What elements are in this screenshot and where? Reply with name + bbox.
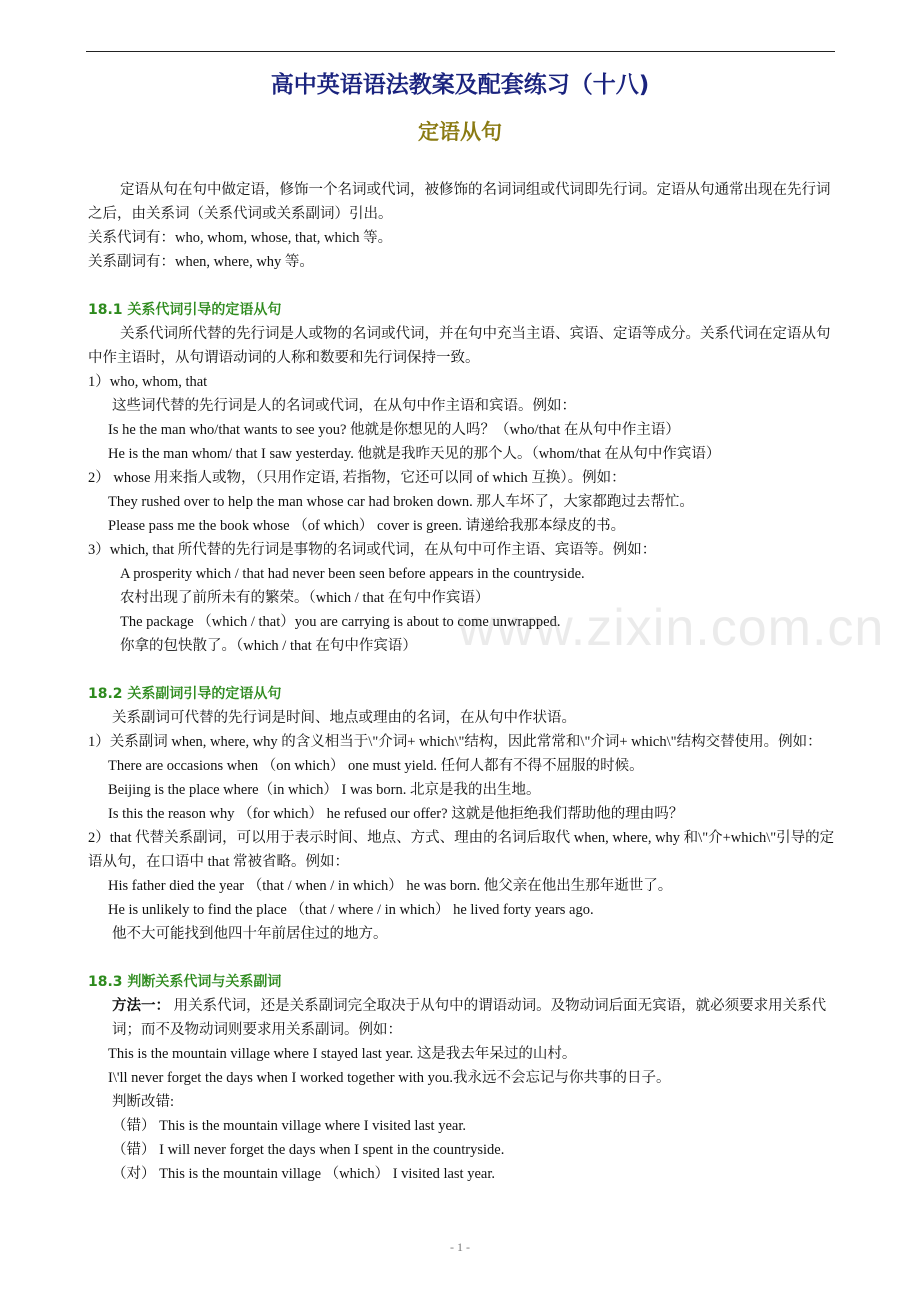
example-translation: 你拿的包快散了。（which / that 在句中作宾语） — [120, 638, 417, 654]
example-translation: 农村出现了前所未有的繁荣。（which / that 在句中作宾语） — [120, 590, 490, 606]
list-item: 2）that 代替关系副词，可以用于表示时间、地点、方式、理由的名词后取代 when, where, why 和\"介+which\"引导的定语从句，在口语中 that 常被省略。例如： — [88, 830, 835, 870]
intro-paragraph: 定语从句在句中做定语，修饰一个名词或代词，被修饰的名词词组或代词即先行词。定语从句通常出现在先行词之后，由关系词（关系代词或关系副词）引出。 — [88, 182, 831, 222]
example-translation: 他不大可能找到他四十年前居住过的地方。 — [112, 926, 388, 942]
section-18-1-intro: 关系代词所代替的先行词是人或物的名词或代词，并在句中充当主语、宾语、定语等成分。关系代词在定语从句中作主语时，从句谓语动词的人称和数要和先行词保持一致。 — [88, 326, 831, 366]
judge-label: 判断改错: — [112, 1094, 175, 1110]
list-item: 3）which, that 所代替的先行词是事物的名词或代词，在从句中可作主语、宾语等。例如： — [88, 542, 657, 558]
page-title: 高中英语语法教案及配套练习（十八) — [270, 72, 650, 98]
example-sentence: There are occasions when （on which） one must yield. 任何人都有不得不屈服的时候。 — [108, 758, 644, 774]
example-sentence: They rushed over to help the man whose car had broken down. 那人车坏了，大家都跑过去帮忙。 — [108, 494, 694, 510]
relative-pronouns-line: 关系代词有：who, whom, whose, that, which 等。 — [88, 230, 393, 246]
method-paragraph — [88, 994, 836, 1042]
judge-item-correct: （对） This is the mountain village （which） I visited last year. — [112, 1166, 495, 1182]
method-label: 方法一： — [112, 998, 170, 1014]
document-body — [88, 178, 836, 1186]
section-18-2-intro: 关系副词可代替的先行词是时间、地点或理由的名词，在从句中作状语。 — [112, 710, 576, 726]
list-item: 2） whose 用来指人或物，（只用作定语, 若指物，它还可以同 of which 互换）。例如： — [88, 470, 626, 486]
example-sentence: Is he the man who/that wants to see you? 他就是你想见的人吗？（who/that 在从句中作主语） — [108, 422, 680, 438]
section-18-3-heading: 18.3 判断关系代词与关系副词 — [88, 974, 282, 990]
example-sentence: Is this the reason why （for which） he refused our offer? 这就是他拒绝我们帮助他的理由吗？ — [108, 806, 684, 822]
judge-item-wrong: （错） This is the mountain village where I visited last year. — [112, 1118, 466, 1134]
watermark: www.zixin.com.cn — [458, 599, 885, 657]
example-sentence: His father died the year （that / when / in which） he was born. 他父亲在他出生那年逝世了。 — [108, 878, 673, 894]
example-sentence: Please pass me the book whose （of which） cover is green. 请递给我那本绿皮的书。 — [108, 518, 626, 534]
judge-item-wrong: （错） I will never forget the days when I spent in the countryside. — [112, 1142, 505, 1158]
section-18-2-heading: 18.2 关系副词引导的定语从句 — [88, 686, 282, 702]
example-sentence: This is the mountain village where I stayed last year. 这是我去年呆过的山村。 — [108, 1046, 577, 1062]
example-sentence: I\'ll never forget the days when I worked together with you.我永远不会忘记与你共事的日子。 — [108, 1070, 671, 1086]
list-item-description: 这些词代替的先行词是人的名词或代词，在从句中作主语和宾语。例如： — [112, 398, 576, 414]
example-sentence: He is unlikely to find the place （that / where / in which） he lived forty years ago. — [108, 902, 594, 918]
header-rule — [86, 51, 835, 52]
list-item: 1）who, whom, that — [88, 374, 208, 390]
method-text: 用关系代词，还是关系副词完全取决于从句中的谓语动词。及物动词后面无宾语，就必须要求用关系代词；而不及物动词则要求用关系副词。例如： — [112, 998, 827, 1038]
example-sentence: He is the man whom/ that I saw yesterday. 他就是我昨天见的那个人。（whom/that 在从句中作宾语） — [108, 446, 721, 462]
list-item: 1）关系副词 when, where, why 的含义相当于\"介词+ which\"结构，因此常常和\"介词+ which\"结构交替使用。例如： — [88, 734, 822, 750]
page-number: - 1 - — [450, 1240, 470, 1254]
example-sentence: Beijing is the place where（in which） I was born. 北京是我的出生地。 — [108, 782, 541, 798]
example-sentence: A prosperity which / that had never been seen before appears in the countryside. — [120, 566, 585, 582]
section-18-1-heading: 18.1 关系代词引导的定语从句 — [88, 302, 282, 318]
example-sentence: The package （which / that）you are carrying is about to come unwrapped. — [120, 614, 561, 630]
relative-adverbs-line: 关系副词有：when, where, why 等。 — [88, 254, 314, 270]
page-subtitle: 定语从句 — [418, 120, 502, 144]
